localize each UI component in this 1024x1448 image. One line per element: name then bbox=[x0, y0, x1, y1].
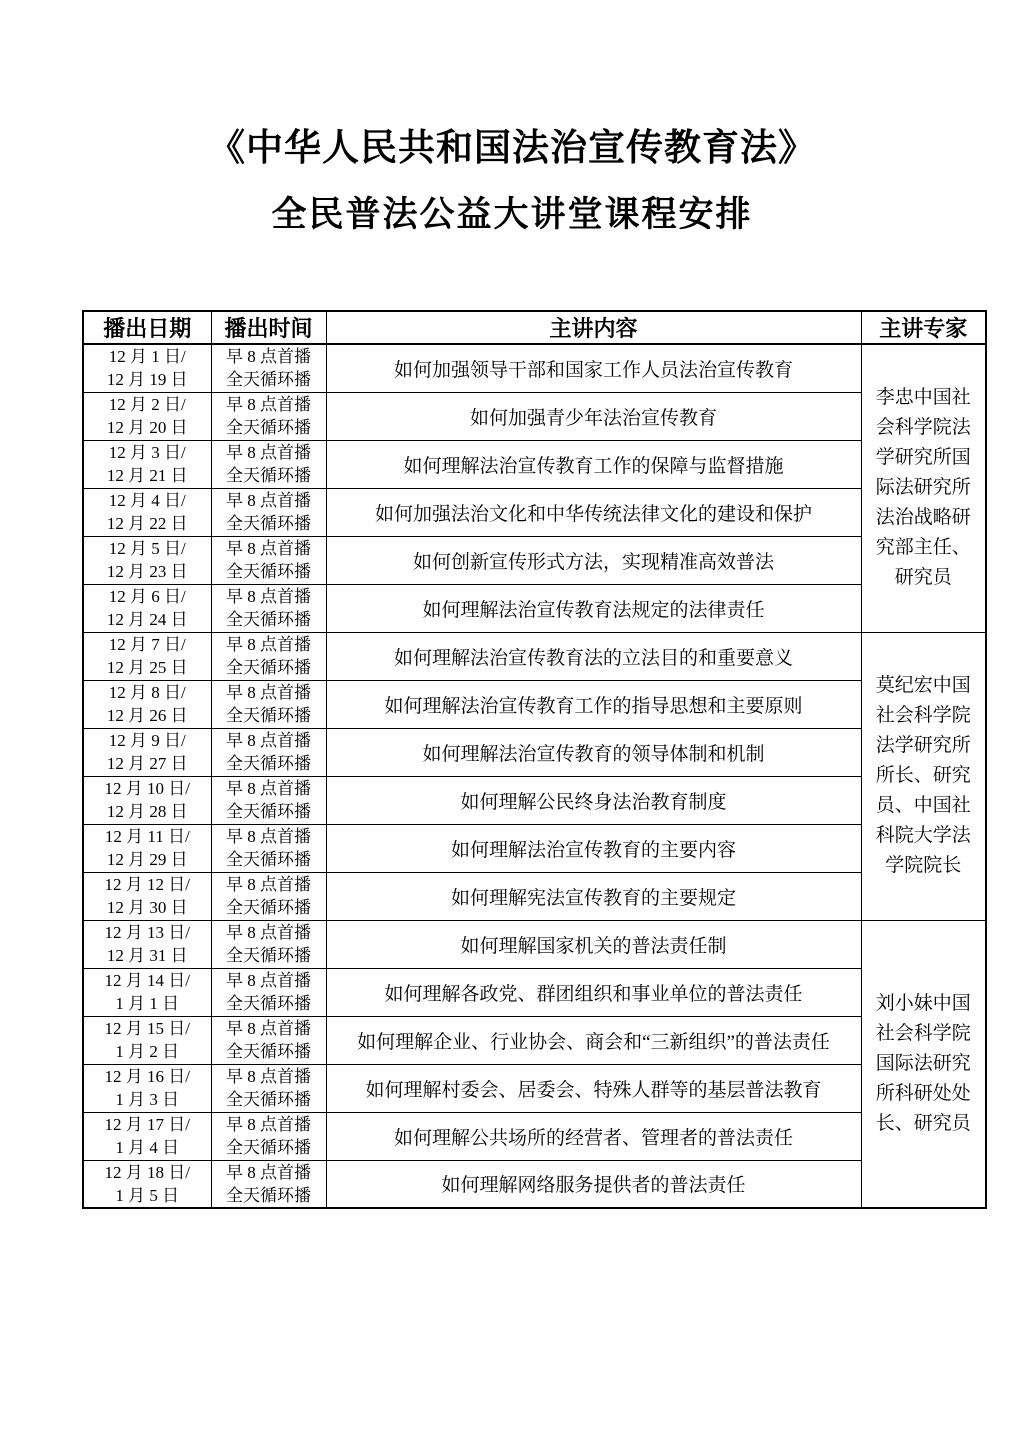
cell-text-line: 全天循环播 bbox=[226, 658, 311, 677]
cell-text-line: 12 月 17 日/ bbox=[104, 1115, 190, 1134]
cell-text-line: 全天循环播 bbox=[226, 994, 311, 1013]
lecture-content-cell: 如何理解公民终身法治教育制度 bbox=[326, 776, 861, 824]
broadcast-time-cell bbox=[211, 1016, 326, 1064]
table-row bbox=[83, 1160, 986, 1208]
cell-text-line: 1 月 3 日 bbox=[115, 1090, 180, 1109]
cell-text-line: 12 月 4 日/ bbox=[108, 491, 186, 510]
cell-text-line: 12 月 10 日/ bbox=[104, 779, 190, 798]
broadcast-date-cell bbox=[83, 488, 211, 536]
broadcast-time-cell bbox=[211, 536, 326, 584]
broadcast-date-cell bbox=[83, 1016, 211, 1064]
broadcast-date-cell bbox=[83, 680, 211, 728]
broadcast-date-cell bbox=[83, 632, 211, 680]
cell-text-line: 12 月 28 日 bbox=[106, 802, 188, 821]
cell-text-line: 全天循环播 bbox=[226, 1185, 311, 1205]
broadcast-time-cell bbox=[211, 680, 326, 728]
cell-text-line: 12 月 14 日/ bbox=[104, 971, 190, 990]
lecture-content-cell: 如何加强领导干部和国家工作人员法治宣传教育 bbox=[326, 344, 861, 392]
cell-text-line: 12 月 8 日/ bbox=[108, 683, 186, 702]
cell-text-line: 全天循环播 bbox=[226, 562, 311, 581]
broadcast-time-cell bbox=[211, 728, 326, 776]
cell-text-line: 12 月 12 日/ bbox=[104, 875, 190, 894]
broadcast-date-cell bbox=[83, 440, 211, 488]
lecture-content-cell: 如何理解法治宣传教育法规定的法律责任 bbox=[326, 584, 861, 632]
cell-text-line: 早 8 点首播 bbox=[226, 731, 311, 750]
broadcast-time-cell bbox=[211, 440, 326, 488]
broadcast-date-cell bbox=[83, 584, 211, 632]
cell-text-line: 全天循环播 bbox=[226, 1090, 311, 1109]
table-row bbox=[83, 584, 986, 632]
cell-text-line: 12 月 6 日/ bbox=[108, 587, 186, 606]
header-broadcast-date: 播出日期 bbox=[83, 311, 211, 344]
lecture-content-cell: 如何理解法治宣传教育工作的保障与监督措施 bbox=[326, 440, 861, 488]
broadcast-time-cell bbox=[211, 584, 326, 632]
broadcast-time-cell bbox=[211, 968, 326, 1016]
cell-text-line: 早 8 点首播 bbox=[226, 443, 311, 462]
cell-text-line: 12 月 13 日/ bbox=[104, 923, 190, 942]
broadcast-time-cell bbox=[211, 632, 326, 680]
broadcast-time-cell bbox=[211, 344, 326, 392]
broadcast-date-cell bbox=[83, 344, 211, 392]
broadcast-date-cell bbox=[83, 392, 211, 440]
lecture-content-cell: 如何加强青少年法治宣传教育 bbox=[326, 392, 861, 440]
table-row bbox=[83, 392, 986, 440]
cell-text-line: 早 8 点首播 bbox=[226, 875, 311, 894]
cell-text-line: 全天循环播 bbox=[226, 706, 311, 725]
cell-text-line: 12 月 16 日/ bbox=[104, 1067, 190, 1086]
cell-text-line: 早 8 点首播 bbox=[226, 539, 311, 558]
broadcast-time-cell bbox=[211, 824, 326, 872]
cell-text-line: 全天循环播 bbox=[226, 1042, 311, 1061]
cell-text-line: 12 月 3 日/ bbox=[108, 443, 186, 462]
broadcast-time-cell bbox=[211, 488, 326, 536]
broadcast-time-cell bbox=[211, 920, 326, 968]
lecture-content-cell: 如何加强法治文化和中华传统法律文化的建设和保护 bbox=[326, 488, 861, 536]
cell-text-line: 早 8 点首播 bbox=[226, 395, 311, 414]
table-row bbox=[83, 536, 986, 584]
cell-text-line: 12 月 26 日 bbox=[106, 706, 188, 725]
table-row bbox=[83, 824, 986, 872]
cell-text-line: 全天循环播 bbox=[226, 610, 311, 629]
broadcast-date-cell bbox=[83, 872, 211, 920]
broadcast-time-cell bbox=[211, 1160, 326, 1208]
cell-text-line: 12 月 2 日/ bbox=[108, 395, 186, 414]
table-row bbox=[83, 728, 986, 776]
cell-text-line: 12 月 25 日 bbox=[106, 658, 188, 677]
cell-text-line: 早 8 点首播 bbox=[226, 683, 311, 702]
schedule-body bbox=[83, 344, 986, 1208]
broadcast-date-cell bbox=[83, 920, 211, 968]
table-row bbox=[83, 632, 986, 680]
lecture-content-cell: 如何理解村委会、居委会、特殊人群等的基层普法教育 bbox=[326, 1064, 861, 1112]
cell-text-line: 12 月 22 日 bbox=[106, 514, 188, 533]
broadcast-date-cell bbox=[83, 1064, 211, 1112]
cell-text-line: 12 月 15 日/ bbox=[104, 1019, 190, 1038]
cell-text-line: 12 月 1 日/ bbox=[108, 347, 186, 367]
broadcast-date-cell bbox=[83, 776, 211, 824]
cell-text-line: 全天循环播 bbox=[226, 754, 311, 773]
table-row bbox=[83, 344, 986, 392]
cell-text-line: 全天循环播 bbox=[226, 850, 311, 869]
cell-text-line: 全天循环播 bbox=[226, 418, 311, 437]
cell-text-line: 12 月 11 日/ bbox=[104, 827, 190, 846]
table-row bbox=[83, 1064, 986, 1112]
cell-text-line: 全天循环播 bbox=[226, 898, 311, 917]
table-row bbox=[83, 488, 986, 536]
cell-text-line: 12 月 31 日 bbox=[106, 946, 188, 965]
cell-text-line: 12 月 29 日 bbox=[106, 850, 188, 869]
table-row bbox=[83, 920, 986, 968]
broadcast-date-cell bbox=[83, 1160, 211, 1208]
broadcast-date-cell bbox=[83, 824, 211, 872]
cell-text-line: 1 月 1 日 bbox=[115, 994, 180, 1013]
lecture-content-cell: 如何理解法治宣传教育法的立法目的和重要意义 bbox=[326, 632, 861, 680]
header-lecture-expert: 主讲专家 bbox=[861, 311, 986, 344]
cell-text-line: 早 8 点首播 bbox=[226, 827, 311, 846]
cell-text-line: 早 8 点首播 bbox=[226, 971, 311, 990]
table-row bbox=[83, 776, 986, 824]
cell-text-line: 12 月 27 日 bbox=[106, 754, 188, 773]
broadcast-date-cell bbox=[83, 536, 211, 584]
cell-text-line: 12 月 9 日/ bbox=[108, 731, 186, 750]
broadcast-time-cell bbox=[211, 1064, 326, 1112]
cell-text-line: 全天循环播 bbox=[226, 466, 311, 485]
cell-text-line: 1 月 5 日 bbox=[115, 1185, 180, 1205]
cell-text-line: 12 月 23 日 bbox=[106, 562, 188, 581]
lecture-expert-cell: 莫纪宏中国社会科学院法学研究所所长、研究员、中国社科院大学法学院院长 bbox=[861, 632, 986, 920]
lecture-content-cell: 如何理解法治宣传教育工作的指导思想和主要原则 bbox=[326, 680, 861, 728]
lecture-content-cell: 如何理解企业、行业协会、商会和“三新组织”的普法责任 bbox=[326, 1016, 861, 1064]
lecture-expert-cell: 刘小妹中国社会科学院国际法研究所科研处处长、研究员 bbox=[861, 920, 986, 1208]
page-title-line2: 全民普法公益大讲堂课程安排 bbox=[271, 195, 753, 234]
cell-text-line: 12 月 19 日 bbox=[106, 370, 188, 390]
table-row bbox=[83, 1112, 986, 1160]
table-row bbox=[83, 1016, 986, 1064]
lecture-content-cell: 如何理解公共场所的经营者、管理者的普法责任 bbox=[326, 1112, 861, 1160]
table-row bbox=[83, 680, 986, 728]
lecture-content-cell: 如何理解各政党、群团组织和事业单位的普法责任 bbox=[326, 968, 861, 1016]
cell-text-line: 早 8 点首播 bbox=[226, 779, 311, 798]
lecture-content-cell: 如何创新宣传形式方法，实现精准高效普法 bbox=[326, 536, 861, 584]
cell-text-line: 全天循环播 bbox=[226, 370, 311, 390]
cell-text-line: 12 月 7 日/ bbox=[108, 635, 186, 654]
broadcast-time-cell bbox=[211, 872, 326, 920]
cell-text-line: 1 月 2 日 bbox=[115, 1042, 180, 1061]
lecture-content-cell: 如何理解国家机关的普法责任制 bbox=[326, 920, 861, 968]
broadcast-date-cell bbox=[83, 1112, 211, 1160]
broadcast-time-cell bbox=[211, 776, 326, 824]
cell-text-line: 1 月 4 日 bbox=[115, 1138, 180, 1157]
table-row bbox=[83, 968, 986, 1016]
cell-text-line: 12 月 5 日/ bbox=[108, 539, 186, 558]
cell-text-line: 12 月 30 日 bbox=[106, 898, 188, 917]
cell-text-line: 早 8 点首播 bbox=[226, 347, 311, 367]
cell-text-line: 早 8 点首播 bbox=[226, 491, 311, 510]
lecture-expert-cell: 李忠中国社会科学院法学研究所国际法研究所法治战略研究部主任、研究员 bbox=[861, 344, 986, 632]
cell-text-line: 全天循环播 bbox=[226, 1138, 311, 1157]
table-row bbox=[83, 440, 986, 488]
schedule-table bbox=[82, 310, 987, 1209]
lecture-content-cell: 如何理解宪法宣传教育的主要规定 bbox=[326, 872, 861, 920]
cell-text-line: 早 8 点首播 bbox=[226, 1019, 311, 1038]
cell-text-line: 早 8 点首播 bbox=[226, 635, 311, 654]
page-title-line1: 《中华人民共和国法治宣传教育法》 bbox=[208, 128, 816, 169]
cell-text-line: 12 月 20 日 bbox=[106, 418, 188, 437]
cell-text-line: 12 月 24 日 bbox=[106, 610, 188, 629]
lecture-content-cell: 如何理解网络服务提供者的普法责任 bbox=[326, 1160, 861, 1208]
lecture-content-cell: 如何理解法治宣传教育的领导体制和机制 bbox=[326, 728, 861, 776]
header-broadcast-time: 播出时间 bbox=[211, 311, 326, 344]
cell-text-line: 早 8 点首播 bbox=[226, 1067, 311, 1086]
cell-text-line: 早 8 点首播 bbox=[226, 587, 311, 606]
cell-text-line: 全天循环播 bbox=[226, 946, 311, 965]
cell-text-line: 早 8 点首播 bbox=[226, 1115, 311, 1134]
cell-text-line: 12 月 21 日 bbox=[106, 466, 188, 485]
lecture-content-cell: 如何理解法治宣传教育的主要内容 bbox=[326, 824, 861, 872]
cell-text-line: 全天循环播 bbox=[226, 802, 311, 821]
cell-text-line: 12 月 18 日/ bbox=[104, 1162, 190, 1182]
cell-text-line: 早 8 点首播 bbox=[226, 923, 311, 942]
broadcast-date-cell bbox=[83, 728, 211, 776]
cell-text-line: 全天循环播 bbox=[226, 514, 311, 533]
broadcast-time-cell bbox=[211, 1112, 326, 1160]
broadcast-date-cell bbox=[83, 968, 211, 1016]
title-block bbox=[0, 128, 1024, 235]
table-header-row bbox=[83, 311, 986, 344]
header-lecture-content: 主讲内容 bbox=[326, 311, 861, 344]
cell-text-line: 早 8 点首播 bbox=[226, 1162, 311, 1182]
broadcast-time-cell bbox=[211, 392, 326, 440]
table-row bbox=[83, 872, 986, 920]
